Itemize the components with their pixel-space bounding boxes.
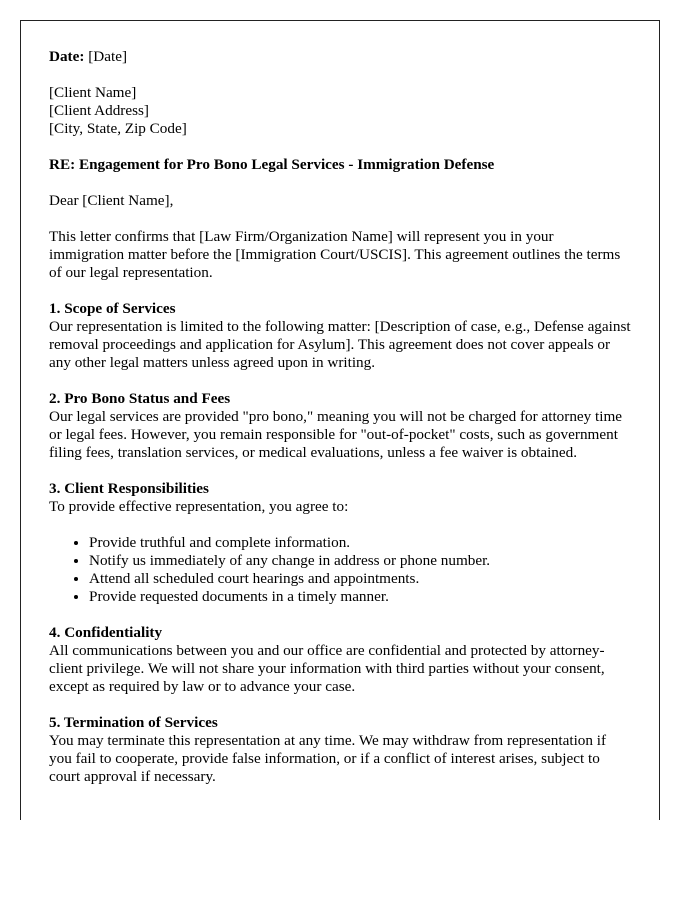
section-confidentiality-body: All communications between you and our office are confidential and protected by attorney-client privilege. We will not share your information with third parties without your consent, except as required by law or to advance your case. bbox=[49, 642, 605, 695]
section-confidentiality bbox=[49, 624, 631, 696]
list-item: • Attend all scheduled court hearings and appointments. bbox=[89, 570, 631, 588]
section-responsibilities-body: To provide effective representation, you agree to: bbox=[49, 498, 349, 515]
section-scope bbox=[49, 300, 631, 372]
list-item: • Provide requested documents in a timely manner. bbox=[89, 588, 631, 606]
section-termination-title: 5. Termination of Services bbox=[49, 714, 218, 731]
responsibilities-list bbox=[49, 534, 631, 606]
date-label: Date: bbox=[49, 48, 85, 65]
section-fees bbox=[49, 390, 631, 462]
salutation: Dear [Client Name], bbox=[49, 192, 174, 209]
date-value: [Date] bbox=[88, 48, 128, 65]
section-scope-body: Our representation is limited to the following matter: [Description of case, e.g., Defense against removal proceedings and application for Asylum]. This agreement does not cover appeals or any other legal matters unless agreed upon in writing. bbox=[49, 318, 631, 371]
section-responsibilities bbox=[49, 480, 631, 516]
client-name: [Client Name] bbox=[49, 84, 137, 101]
recipient-address-block bbox=[49, 84, 631, 138]
section-confidentiality-title: 4. Confidentiality bbox=[49, 624, 163, 641]
section-termination-body: You may terminate this representation at any time. We may withdraw from representation if you fail to cooperate, provide false information, or if a conflict of interest arises, subject to court approval if necessary. bbox=[49, 732, 607, 785]
list-item: • Notify us immediately of any change in address or phone number. bbox=[89, 552, 631, 570]
letter-page bbox=[20, 20, 660, 820]
client-city-state-zip: [City, State, Zip Code] bbox=[49, 120, 187, 137]
section-responsibilities-title: 3. Client Responsibilities bbox=[49, 480, 209, 497]
date-line bbox=[49, 48, 631, 66]
section-fees-body: Our legal services are provided "pro bono," meaning you will not be charged for attorney time or legal fees. However, you remain responsible for "out-of-pocket" costs, such as government filing fees, translation services, or medical evaluations, unless a fee waiver is obtained. bbox=[49, 408, 623, 461]
section-scope-title: 1. Scope of Services bbox=[49, 300, 176, 317]
intro-paragraph: This letter confirms that [Law Firm/Organization Name] will represent you in your immigration matter before the [Immigration Court/USCIS]. This agreement outlines the terms of our legal representation. bbox=[49, 228, 621, 281]
list-item: • Provide truthful and complete information. bbox=[89, 534, 631, 552]
client-address: [Client Address] bbox=[49, 102, 149, 119]
section-fees-title: 2. Pro Bono Status and Fees bbox=[49, 390, 231, 407]
subject-line: RE: Engagement for Pro Bono Legal Services - Immigration Defense bbox=[49, 156, 495, 173]
section-termination bbox=[49, 714, 631, 786]
